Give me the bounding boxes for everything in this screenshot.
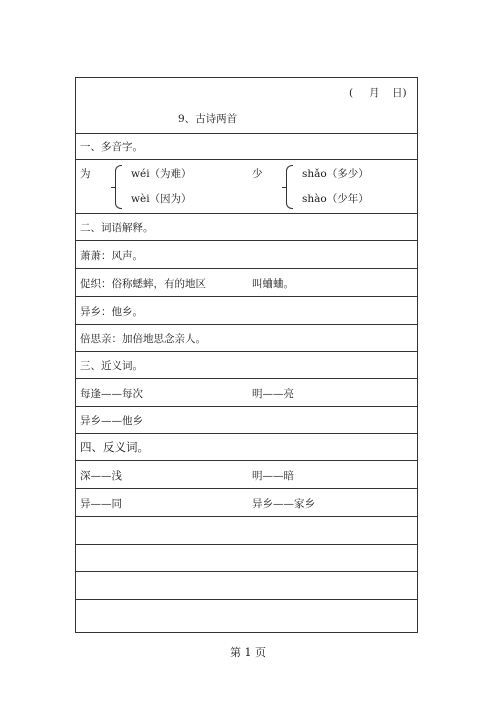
synonym-row (76, 379, 417, 407)
definition-beisiqin: 倍思亲：加倍地思念亲人。 (80, 333, 206, 345)
reading-wei-1: wéi（为难） (131, 168, 192, 180)
blank-row (76, 545, 417, 572)
antonym-row (76, 461, 417, 489)
section4-heading: 四、反义词。 (80, 440, 149, 454)
antonym-pair-shen: 深——浅 (80, 470, 122, 482)
header-row (76, 78, 417, 134)
date-month: 月 (369, 87, 380, 99)
section3-heading-row (76, 352, 417, 379)
definition-cuzhi-cont: 叫蛐蛐。 (252, 278, 294, 290)
section3-heading: 三、近义词。 (80, 360, 143, 372)
section2-heading-row (76, 214, 417, 241)
worksheet-table (75, 77, 418, 633)
reading-wei-2: wèi（因为） (131, 193, 192, 205)
section4-heading-row (76, 434, 417, 461)
definition-row (76, 241, 417, 269)
synonym-pair-ming: 明——亮 (252, 388, 294, 400)
blank-row (76, 517, 417, 545)
synonym-pair-yixiang: 异乡——他乡 (80, 415, 143, 427)
blank-row (76, 600, 417, 632)
definition-yixiang: 异乡：他乡。 (80, 306, 143, 318)
reading-shao-2: shào（少年） (302, 193, 369, 205)
definition-row (76, 325, 417, 352)
definition-cuzhi: 促织：俗称蟋蟀，有的地区 (80, 278, 206, 290)
lesson-title: 9、古诗两首 (178, 113, 238, 125)
definition-xiaoxiao: 萧萧：风声。 (80, 250, 143, 262)
brace-shao (286, 165, 293, 209)
page-number: 第 1 页 (230, 646, 266, 659)
blank-row (76, 572, 417, 600)
date-day: 日) (392, 87, 407, 99)
antonym-pair-yi: 异——同 (80, 498, 122, 510)
antonym-pair-ming: 明——暗 (252, 470, 294, 482)
antonym-row (76, 489, 417, 517)
polyphonic-char-shao: 少 (252, 168, 263, 180)
polyphonic-char-wei: 为 (80, 168, 91, 180)
section1-heading: 一、多音字。 (80, 141, 143, 153)
section2-heading: 二、词语解释。 (80, 222, 154, 234)
synonym-row (76, 407, 417, 434)
date-open-paren: ( (349, 87, 354, 99)
definition-row (76, 269, 417, 297)
synonym-pair-meifeng: 每逢——每次 (80, 388, 143, 400)
section1-heading-row (76, 134, 417, 160)
definition-row (76, 297, 417, 325)
brace-wei (115, 165, 122, 209)
reading-shao-1: shǎo（多少） (302, 168, 369, 180)
polyphonic-row (76, 160, 417, 214)
antonym-pair-yixiang: 异乡——家乡 (252, 498, 315, 510)
